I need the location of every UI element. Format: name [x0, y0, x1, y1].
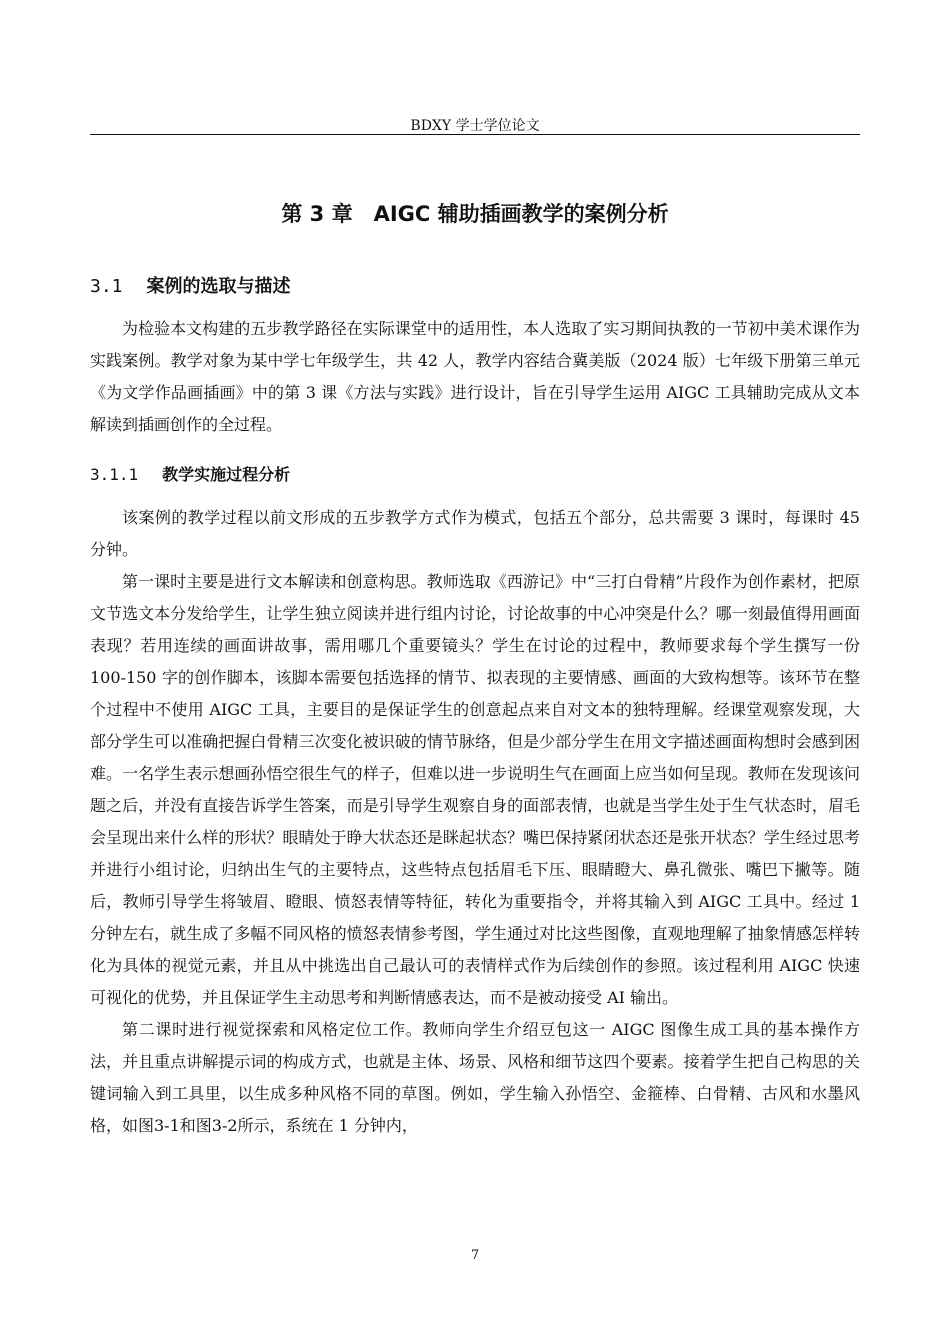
subsection-heading	[90, 463, 290, 487]
running-header: BDXY 学士学位论文	[410, 118, 540, 134]
intro-block	[90, 313, 860, 441]
page-number: 7	[470, 1248, 480, 1263]
chapter-title: 第 3 章 AIGC 辅助插画教学的案例分析	[281, 202, 669, 226]
body-paragraph-3: 第二课时进行视觉探索和风格定位工作。教师向学生介绍豆包这一 AIGC 图像生成工具的基本操作方法，并且重点讲解提示词的构成方式，也就是主体、场景、风格和细节这四个要素。接着学生把自己构思的关键词输入到工具里，以生成多种风格不同的草图。例如，学生输入孙悟空、金箍棒、白骨精、古风和水墨风格，如图3-1和图3-2所示，系统在 1 分钟内，	[90, 1020, 860, 1135]
section-number: 3.1	[90, 276, 123, 297]
section-title: 案例的选取与描述	[146, 276, 291, 297]
body-paragraph-2: 第一课时主要是进行文本解读和创意构思。教师选取《西游记》中“三打白骨精”片段作为创作素材，把原文节选文本分发给学生，让学生独立阅读并进行组内讨论，讨论故事的中心冲突是什么？哪一刻最值得用画面表现？若用连续的画面讲故事，需用哪几个重要镜头？学生在讨论的过程中，教师要求每个学生撰写一份 100-150 字的创作脚本，该脚本需要包括选择的情节、拟表现的主要情感、画面的大致构想等。该环节在整个过程中不使用 AIGC 工具，主要目的是保证学生的创意起点来自对文本的独特理解。经课堂观察发现，大部分学生可以准确把握白骨精三次变化被识破的情节脉络，但是少部分学生在用文字描述画面构想时会感到困难。一名学生表示想画孙悟空很生气的样子，但难以进一步说明生气在画面上应当如何呈现。教师在发现该问题之后，并没有直接告诉学生答案，而是引导学生观察自身的面部表情，也就是当学生处于生气状态时，眉毛会呈现出来什么样的形状？眼睛处于睁大状态还是眯起状态？嘴巴保持紧闭状态还是张开状态？学生经过思考并进行小组讨论，归纳出生气的主要特点，这些特点包括眉毛下压、眼睛瞪大、鼻孔微张、嘴巴下撇等。随后，教师引导学生将皱眉、瞪眼、愤怒表情等特征，转化为重要指令，并将其输入到 AIGC 工具中。经过 1 分钟左右，就生成了多幅不同风格的愤怒表情参考图，学生通过对比这些图像，直观地理解了抽象情感怎样转化为具体的视觉元素，并且从中挑选出自己最认可的表情样式作为后续创作的参照。该过程利用 AIGC 快速可视化的优势，并且保证学生主动思考和判断情感表达，而不是被动接受 AI 输出。	[90, 572, 860, 1007]
header-divider	[90, 134, 860, 135]
intro-paragraph: 为检验本文构建的五步教学路径在实际课堂中的适用性，本人选取了实习期间执教的一节初中美术课作为实践案例。教学对象为某中学七年级学生，共 42 人，教学内容结合冀美版（2024 版）七年级下册第三单元《为文学作品画插画》中的第 3 课《方法与实践》进行设计，旨在引导学生运用 AIGC 工具辅助完成从文本解读到插画创作的全过程。	[90, 319, 860, 434]
subsection-title: 教学实施过程分析	[162, 465, 291, 484]
subsection-number: 3.1.1	[90, 465, 139, 484]
body-block	[90, 502, 860, 1142]
section-heading	[90, 274, 291, 300]
body-paragraph-1: 该案例的教学过程以前文形成的五步教学方式作为模式，包括五个部分，总共需要 3 课时，每课时 45 分钟。	[90, 508, 860, 559]
